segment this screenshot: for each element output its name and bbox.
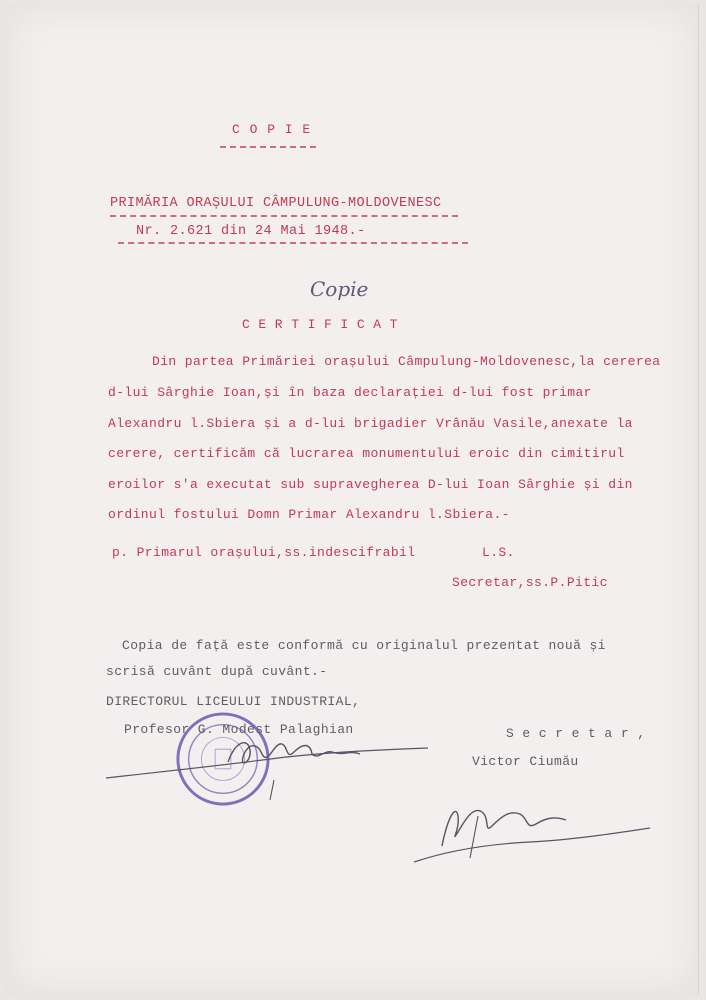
number-underline: [118, 242, 468, 244]
copie-underline: [220, 146, 316, 148]
secretary-signature: [410, 786, 660, 872]
ls-mark: L.S.: [482, 545, 515, 560]
institution-name: PRIMĂRIA ORAȘULUI CÂMPULUNG-MOLDOVENESC: [110, 196, 442, 211]
director-title: DIRECTORUL LICEULUI INDUSTRIAL,: [106, 694, 361, 709]
body-line: ordinul fostului Domn Primar Alexandru l.Sbiera.-: [108, 507, 510, 522]
body-line: cerere, certificăm că lucrarea monumentului eroic din cimitirul: [108, 446, 625, 461]
document-sheet: [6, 4, 699, 994]
secretary-signature-line: Secretar,ss.P.Pitic: [452, 575, 608, 590]
confirmation-line-2: scrisă cuvânt după cuvânt.-: [106, 664, 328, 679]
institution-underline: [110, 215, 458, 217]
secretary-title: S e c r e t a r ,: [506, 726, 646, 741]
body-line: Alexandru l.Sbiera și a d-lui brigadier Vrânău Vasile,anexate la: [108, 416, 633, 431]
certificate-title: C E R T I F I C A T: [242, 317, 398, 332]
professor-name: Profesor G. Modest Palaghian: [124, 722, 354, 737]
body-line: d-lui Sârghie Ioan,și în baza declarației d-lui fost primar: [108, 385, 592, 400]
document-number: Nr. 2.621 din 24 Mai 1948.-: [136, 224, 366, 239]
secretary-name: Victor Ciumău: [472, 754, 579, 769]
director-signature: [98, 720, 438, 810]
body-line: eroilor s'a executat sub supravegherea D-lui Ioan Sârghie și din: [108, 477, 633, 492]
mayor-signature-line: p. Primarul orașului,ss.indescifrabil: [112, 545, 416, 560]
copie-heading: C O P I E: [232, 122, 312, 137]
handwritten-copie: Copie: [310, 277, 369, 301]
confirmation-line-1: Copia de față este conformă cu originalul prezentat nouă și: [122, 638, 606, 653]
body-line: Din partea Primăriei orașului Câmpulung-Moldovenesc,la cererea: [152, 354, 661, 369]
